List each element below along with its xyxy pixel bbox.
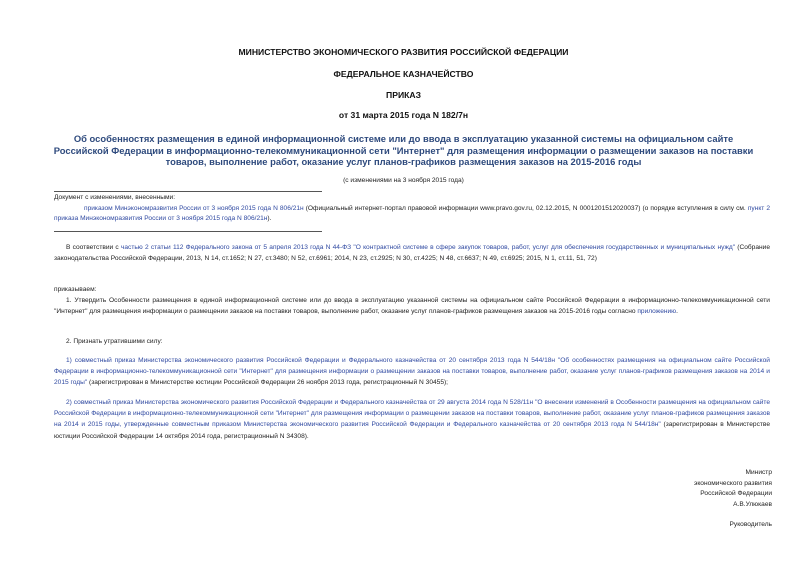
ministry-heading: МИНИСТЕРСТВО ЭКОНОМИЧЕСКОГО РАЗВИТИЯ РОССИЙСКОЙ ФЕДЕРАЦИИ (238, 47, 569, 57)
edition-note: (с изменениями на 3 ноября 2015 года) (343, 177, 464, 184)
document-title: Об особенностях размещения в единой информационной системе или до ввода в эксплуатацию указанной системы на официальном сайте Российской Федерации в информационно-телекоммуникационной сети "Интернет" для размещения информации о размещении заказов на поставки товаров, выполнение работ, оказание услуг планов-графиков размещения заказов на 2015-2016 годы (53, 133, 754, 167)
repealed-order-2-text: (зарегистрирован в Министерстве юстиции Российской Федерации 14 октября 2014 года, регистрационный N 34308). (54, 421, 770, 440)
signature-head-title: Руководитель (729, 521, 772, 529)
amendments-note (54, 193, 770, 225)
signature-country: Российской Федерации (700, 490, 772, 498)
divider-bottom (54, 231, 322, 232)
signature-ministry: экономического развития (693, 479, 772, 487)
basis-suffix: (Собрание законодательства Российской Федерации, 2013, N 14, ст.1652; N 27, ст.3480; N 52, ст.6961; 2014, N 23, ст.2925; N 30, ст.4225; N 48, ст.6637; N 49, ст.6925; 2015, N 1, ст.11, 51, 72) (54, 244, 771, 263)
doc-type-heading: ПРИКАЗ (386, 90, 421, 100)
appendix-link[interactable]: приложению (637, 308, 677, 316)
date-number-heading: от 31 марта 2015 года N 182/7н (338, 110, 469, 120)
amendment-text-end: ). (267, 215, 272, 223)
amendment-link-order[interactable]: приказом Минэкономразвития России от 3 ноября 2015 года N 806/21н (84, 204, 304, 212)
repealed-order-1 (54, 355, 770, 389)
item1-end: . (676, 308, 678, 316)
item1-paragraph (54, 295, 770, 317)
amendment-text-source: (Официальный интернет-портал правовой информации www.pravo.gov.ru, 02.12.2015, N 0001201512020037) (о порядке вступления в силу см. (303, 204, 748, 212)
item1-text: 1. Утвердить Особенности размещения в единой информационной системе или до ввода в эксплуатацию указанной системы на официальном сайте Российской Федерации в информационно-телекоммуникационной сети "Интернет" для размещения информации о размещении заказов на поставки товаров, выполнение работ, оказание услуг планов-графиков размещения заказов на 2015-2016 годы согласно (54, 297, 770, 316)
signature-name: А.В.Улюкаев (733, 500, 772, 508)
basis-prefix: В соответствии с (66, 244, 121, 251)
repealed-order-1-link[interactable]: 1) совместный приказ Министерства экономического развития Российской Федерации и Федерального казначейства от 20 сентября 2013 года N 544/18н "Об особенностях размещения на официальном сайте Российской Федерации в информационно-телекоммуникационной сети "Интернет" для размещения информации о размещении заказов на поставки товаров, выполнение работ, оказание услуг планов-графиков размещения заказов на 2014 и 2015 годы" (54, 357, 770, 387)
divider-top (54, 191, 322, 192)
amendment-link-point2[interactable]: пункт 2 приказа Минэкономразвития России от 3 ноября 2015 года N 806/21н (54, 204, 771, 223)
repealed-order-1-text: (зарегистрирован в Министерстве юстиции Российской Федерации 26 ноября 2013 года, регистрационный N 30455); (87, 379, 449, 387)
repealed-order-2 (54, 397, 770, 442)
treasury-heading: ФЕДЕРАЛЬНОЕ КАЗНАЧЕЙСТВО (333, 69, 474, 79)
order-word: приказываем: (54, 286, 97, 293)
amendments-intro: Документ с изменениями, внесенными: (54, 194, 176, 201)
signature-block (592, 468, 772, 531)
basis-paragraph (54, 242, 770, 264)
repealed-order-2-link[interactable]: 2) совместный приказ Министерства экономического развития Российской Федерации и Федерального казначейства от 29 августа 2014 года N 528/11н "О внесении изменений в Особенности размещения на официальном сайте Российской Федерации в информационно-телекоммуникационной сети "Интернет" для размещения информации о размещении заказов на поставки товаров, выполнение работ, оказание услуг планов-графиков размещения заказов на 2014 и 2015 годы, утвержденные совместным приказом Министерства экономического развития Российской Федерации и Федерального казначейства от 20 сентября 2013 года N 544/18н" (54, 399, 770, 429)
signature-title: Министр (745, 469, 772, 476)
item2-paragraph: 2. Признать утратившими силу: (66, 338, 163, 345)
basis-law-link[interactable]: частью 2 статьи 112 Федерального закона от 5 апреля 2013 года N 44-ФЗ "О контрактной системе в сфере закупок товаров, работ, услуг для обеспечения государственных и муниципальных нужд" (120, 244, 736, 251)
